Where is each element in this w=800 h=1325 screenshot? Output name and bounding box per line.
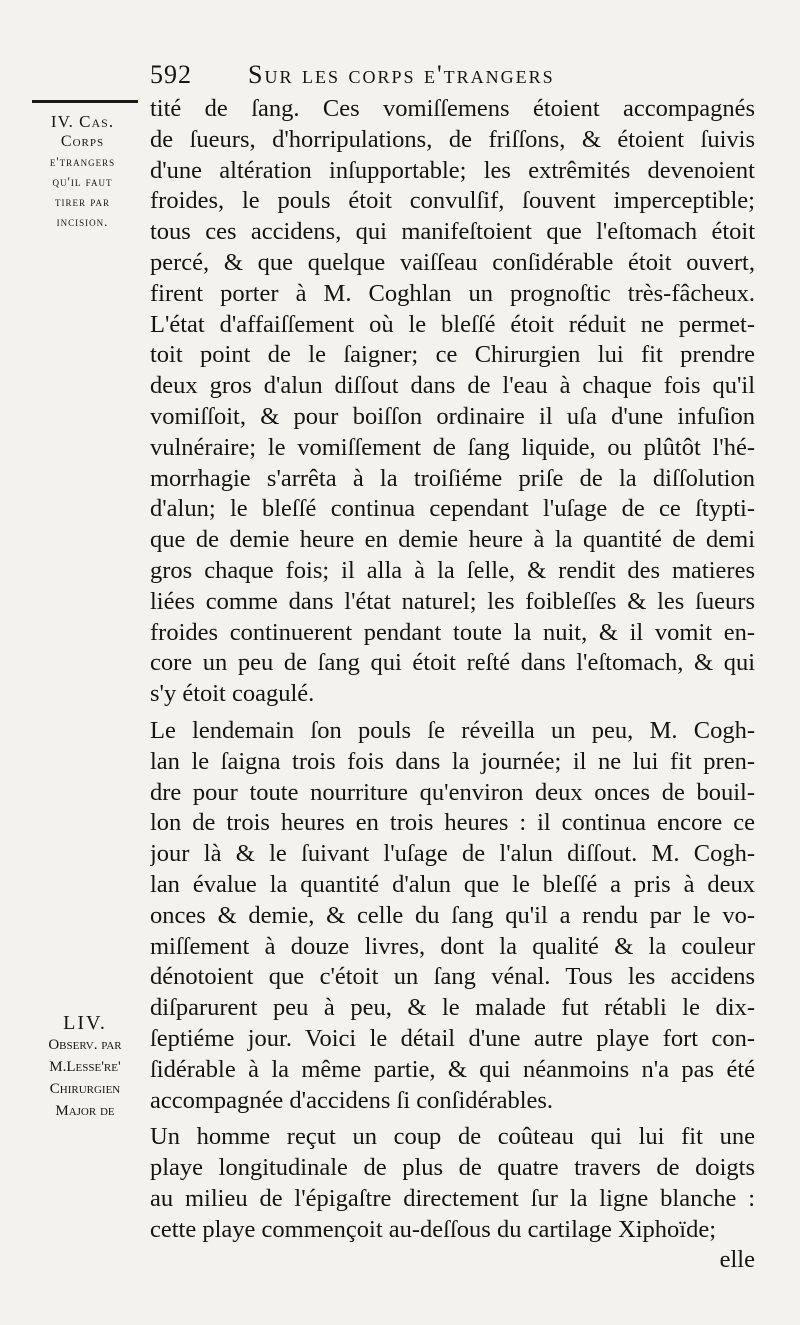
text-line: que de demie heure en demie heure à la quantité de demi — [150, 526, 755, 554]
margin-note-line: M.Lesse're' — [49, 1059, 121, 1075]
text-line: core un peu de ſang qui étoit reſté dans l'eſtomach, & qui — [150, 649, 755, 677]
text-line: firent porter à M. Coghlan un prognoſtic très-fâcheux. — [150, 279, 755, 307]
text-line: diſparurent peu à peu, & le malade fut rétabli le dix- — [150, 994, 755, 1022]
margin-note-line: incision. — [56, 214, 109, 229]
header-rule — [32, 100, 138, 103]
margin-note-line: tirer par — [55, 194, 110, 209]
text-line: froides, le pouls étoit convulſif, ſouvent imperceptible; — [150, 187, 755, 215]
text-line: lon de trois heures en trois heures : il continua encore ce — [150, 809, 755, 837]
text-line: percé, & que quelque vaiſſeau conſidérable étoit ouvert, — [150, 248, 755, 276]
text-line: vulnéraire; le vomiſſement de ſang liquide, ou plûtôt l'hé- — [150, 433, 755, 461]
text-line: cette playe commençoit au-deſſous du cartilage Xiphoïde; — [150, 1215, 717, 1243]
margin-note-line: LIV. — [63, 1012, 107, 1034]
text-line: tité de ſang. Ces vomiſſemens étoient accompagnés — [150, 95, 755, 122]
text-line: accompagnée d'accidens ſi conſidérables. — [150, 1086, 554, 1114]
catchword: elle — [719, 1246, 755, 1274]
body-text — [150, 94, 755, 1276]
text-line: froides continuerent pendant toute la nuit, & il vomit en- — [150, 618, 755, 646]
running-title: Sur les corps e'trangers — [248, 60, 555, 89]
text-line: deux gros d'alun diſſout dans de l'eau à chaque fois qu'il — [150, 372, 755, 400]
text-line: tous ces accidens, qui manifeſtoient que l'eſtomach étoit — [150, 218, 755, 246]
margin-note-line: Major de — [55, 1103, 115, 1119]
text-line: miſſement à douze livres, dont la qualité & la couleur — [150, 932, 755, 960]
text-line: Un homme reçut un coup de coûteau qui lui fit une — [150, 1123, 755, 1151]
margin-note-observation-liv — [22, 1012, 148, 1122]
page-number: 592 — [150, 60, 192, 89]
text-line: de ſueurs, d'horripulations, de friſſons, & étoient ſuivis — [150, 125, 755, 153]
text-line: s'y étoit coagulé. — [150, 680, 315, 708]
text-line: morrhagie s'arrêta à la troiſiéme priſe de la diſſolution — [150, 464, 755, 492]
text-line: ſeptiéme jour. Voici le détail d'une autre playe fort con- — [150, 1024, 755, 1052]
text-line: dénotoient que c'étoit un ſang vénal. Tous les accidens — [150, 963, 755, 991]
margin-note-line: qu'il faut — [52, 174, 113, 189]
paragraph-2 — [150, 716, 755, 1116]
running-head — [150, 60, 750, 94]
text-line: au milieu de l'épigaſtre directement ſur la ligne blanche : — [150, 1184, 755, 1212]
text-line: onces & demie, & celle du ſang qu'il a rendu par le vo- — [150, 901, 755, 929]
text-line: Le lendemain ſon pouls ſe réveilla un peu, M. Cogh- — [150, 716, 755, 744]
margin-note-line: Corps — [60, 133, 105, 150]
margin-note-line: Observ. par — [48, 1037, 122, 1053]
text-line: gros chaque fois; il alla à la ſelle, & rendit des matieres — [150, 556, 755, 584]
text-line: toit point de le ſaigner; ce Chirurgien lui fit prendre — [150, 341, 755, 369]
text-line: lan évalue la quantité d'alun que le bleſſé a pris à deux — [150, 870, 755, 898]
text-line: jour là & le ſuivant l'uſage de l'alun diſſout. M. Cogh- — [150, 840, 755, 868]
text-line: d'une altération inſupportable; les extrêmités devenoient — [150, 156, 755, 184]
text-line: L'état d'affaiſſement où le bleſſé étoit réduit ne permet- — [150, 310, 755, 338]
text-line: playe longitudinale de plus de quatre travers de doigts — [150, 1154, 755, 1182]
paragraph-3 — [150, 1122, 755, 1245]
text-line: vomiſſoit, & pour boiſſon ordinaire il uſa d'une infuſion — [150, 402, 755, 430]
text-line: lan le ſaigna trois fois dans la journée; il ne lui fit pren- — [150, 747, 755, 775]
margin-note-case-iv — [20, 112, 145, 232]
margin-note-line: Chirurgien — [49, 1081, 121, 1097]
margin-note-line: e'trangers — [49, 154, 116, 169]
paragraph-1 — [150, 94, 755, 710]
text-line: ſidérable à la même partie, & qui néanmoins n'a pas été — [150, 1055, 755, 1083]
margin-note-line: IV. Cas. — [50, 112, 115, 131]
text-line: d'alun; le bleſſé continua cependant l'uſage de ce ſtypti- — [150, 495, 755, 523]
text-line: liées comme dans l'état naturel; les foibleſſes & les ſueurs — [150, 587, 755, 615]
text-line: dre pour toute nourriture qu'environ deux onces de bouil- — [150, 778, 755, 806]
